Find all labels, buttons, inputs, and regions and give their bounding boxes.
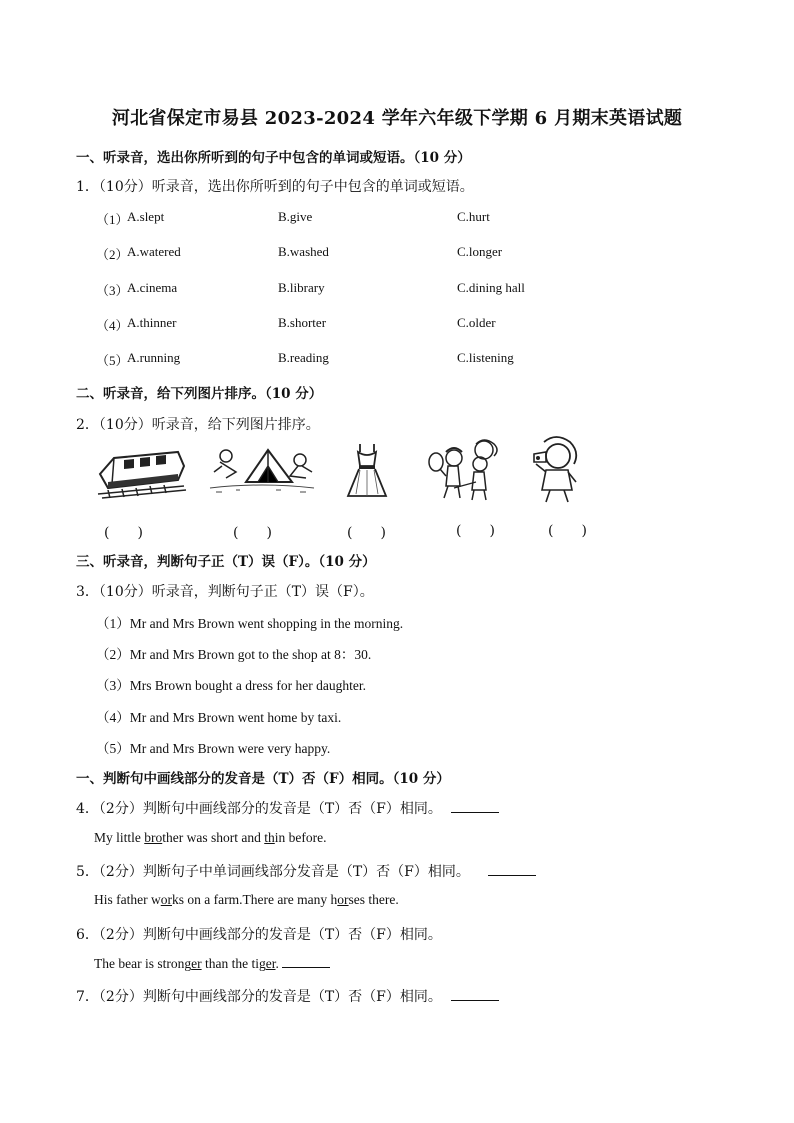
q3-item-5-num: （5） xyxy=(96,741,130,756)
q1-row-4-option-c: C.older xyxy=(457,315,496,330)
picture-3-answer-box[interactable]: ( ) xyxy=(347,525,386,541)
question-5-stem-text: 5．（2分）判断句子中单词画线部分发音是（T）否（F）相同。 xyxy=(76,864,470,880)
q5-part: ses there. xyxy=(348,892,399,907)
question-6-sentence xyxy=(94,955,330,972)
q3-item-2-text: Mr and Mrs Brown got to the shop at 8：30. xyxy=(129,647,372,662)
question-4-answer-blank[interactable] xyxy=(451,800,499,813)
q1-row-2-option-b: B.washed xyxy=(278,244,329,259)
question-7-stem-text: 7．（2分）判断句中画线部分的发音是（T）否（F）相同。 xyxy=(76,989,442,1005)
q1-row-5-option-c: C.listening xyxy=(457,350,514,365)
question-7-answer-blank[interactable] xyxy=(451,988,499,1001)
q1-row-5-option-b: B.reading xyxy=(278,350,329,365)
q3-item-3-num: （3） xyxy=(96,678,130,693)
question-4-sentence xyxy=(94,830,327,846)
q5-part: ks on a farm.There are many h xyxy=(171,892,338,907)
q3-item-3-text: Mrs Brown bought a dress for her daughter. xyxy=(129,678,366,693)
question-5-sentence xyxy=(94,892,399,908)
q1-row-3-num: （3） xyxy=(96,283,129,298)
picture-5-answer-box[interactable]: ( ) xyxy=(548,523,587,539)
q3-item-2-num: （2） xyxy=(96,647,130,662)
question-5-stem xyxy=(76,861,536,881)
q4-part: was short and xyxy=(183,830,265,845)
section-2-heading: 二、听录音，给下列图片排序。（10 分） xyxy=(76,386,323,402)
q1-row-5-num: （5） xyxy=(96,353,129,368)
q5-part: His father w xyxy=(94,892,161,907)
question-3-stem: 3．（10分）听录音，判断句子正（T）误（F）。 xyxy=(76,584,374,600)
q1-row-1-option-b: B.give xyxy=(278,209,313,224)
question-1-stem: 1．（10分）听录音，选出你所听到的句子中包含的单词或短语。 xyxy=(76,179,474,195)
question-2-stem: 2．（10分）听录音，给下列图片排序。 xyxy=(76,417,320,433)
q6-underlined-2: er xyxy=(265,956,276,971)
q6-part: The bear is strong xyxy=(94,956,192,971)
q4-underlined-1: bro xyxy=(144,830,163,845)
q1-row-2-option-a: A.watered xyxy=(127,244,181,259)
question-4-stem xyxy=(76,798,499,818)
kids-badminton-picture-icon xyxy=(424,436,508,502)
q4-part: before. xyxy=(285,830,327,845)
q6-part: than the tig xyxy=(201,956,266,971)
q3-item-5 xyxy=(96,737,330,757)
question-6-stem: 6．（2分）判断句中画线部分的发音是（T）否（F）相同。 xyxy=(76,927,442,943)
question-5-answer-blank[interactable] xyxy=(488,863,536,876)
q1-row-2-option-c: C.longer xyxy=(457,244,503,259)
q1-row-2-num: （2） xyxy=(96,247,129,262)
q1-row-3-option-c: C.dining hall xyxy=(457,280,525,295)
q3-item-3 xyxy=(96,674,366,694)
q3-item-1 xyxy=(96,612,403,632)
question-4-stem-text: 4．（2分）判断句中画线部分的发音是（T）否（F）相同。 xyxy=(76,801,442,817)
page-title: 河北省保定市易县 2023-2024 学年六年级下学期 6 月期末英语试题 xyxy=(111,108,683,129)
section-4-heading: 一、判断句中画线部分的发音是（T）否（F）相同。（10 分） xyxy=(76,771,450,787)
q1-row-5-option-a: A.running xyxy=(127,350,181,365)
q3-item-1-num: （1） xyxy=(96,616,130,631)
q3-item-2 xyxy=(96,643,371,663)
q5-underlined-2: or xyxy=(337,892,349,907)
q4-underlined-2: th xyxy=(264,830,275,845)
question-6-answer-blank[interactable] xyxy=(282,955,330,968)
section-3-heading: 三、听录音，判断句子正（T）误（F）。（10 分） xyxy=(76,554,376,570)
q1-row-3-option-a: A.cinema xyxy=(127,280,178,295)
picture-1-answer-box[interactable]: ( ) xyxy=(104,525,143,541)
q3-item-5-text: Mr and Mrs Brown were very happy. xyxy=(129,741,331,756)
q4-part: My little xyxy=(94,830,145,845)
q1-row-4-option-b: B.shorter xyxy=(278,315,327,330)
q1-row-3-option-b: B.library xyxy=(278,280,325,295)
train-picture-icon xyxy=(94,444,188,500)
q5-underlined-1: or xyxy=(160,892,172,907)
camping-picture-icon xyxy=(206,442,318,496)
q4-part: ther xyxy=(162,830,184,845)
q3-item-4 xyxy=(96,706,341,726)
q4-part: in xyxy=(274,830,286,845)
child-drinking-picture-icon xyxy=(528,434,584,506)
q6-underlined-1: er xyxy=(191,956,202,971)
question-7-stem xyxy=(76,986,499,1006)
q1-row-1-option-c: C.hurt xyxy=(457,209,490,224)
section-1-heading: 一、听录音，选出你所听到的句子中包含的单词或短语。（10 分） xyxy=(76,150,471,166)
q3-item-4-text: Mr and Mrs Brown went home by taxi. xyxy=(129,710,342,725)
q3-item-1-text: Mr and Mrs Brown went shopping in the morning. xyxy=(129,616,404,631)
dress-picture-icon xyxy=(344,442,390,500)
q1-row-1-num: （1） xyxy=(96,212,129,227)
picture-4-answer-box[interactable]: ( ) xyxy=(456,523,495,539)
q1-row-4-option-a: A.thinner xyxy=(127,315,177,330)
q6-part: . xyxy=(275,956,279,971)
q3-item-4-num: （4） xyxy=(96,710,130,725)
q1-row-4-num: （4） xyxy=(96,318,129,333)
q1-row-1-option-a: A.slept xyxy=(127,209,165,224)
picture-2-answer-box[interactable]: ( ) xyxy=(233,525,272,541)
